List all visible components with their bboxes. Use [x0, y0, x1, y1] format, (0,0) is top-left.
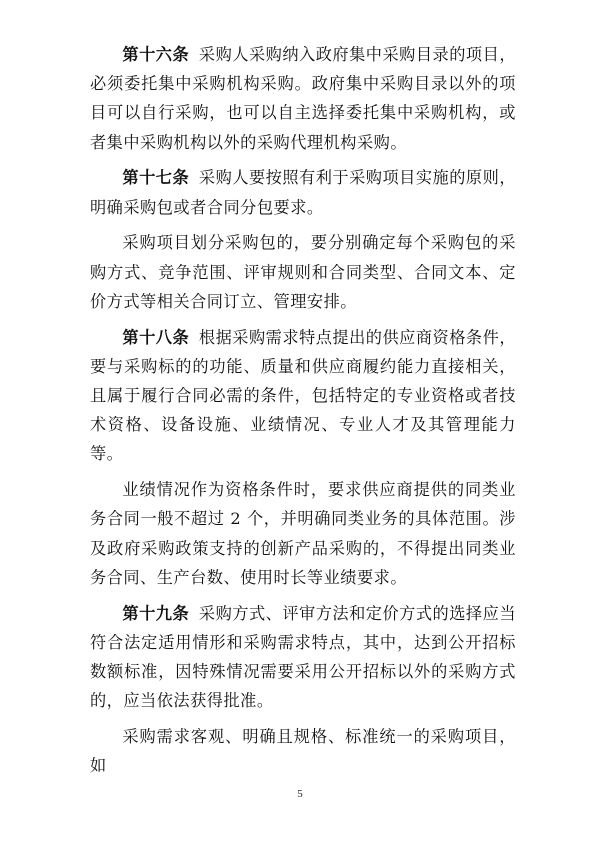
paragraph-text: 采购项目划分采购包的，要分别确定每个采购包的采购方式、竞争范围、评审规则和合同类型、合同文本、定价方式等相关合同订立、管理安排。: [90, 233, 516, 311]
paragraph-text: 业绩情况作为资格条件时，要求供应商提供的同类业务合同一般不超过 2 个，并明确同类业务的具体范围。涉及政府采购政策支持的创新产品采购的，不得提出同类业务合同、生产台数、使用时长等业绩要求。: [90, 480, 516, 587]
article-heading: 第十八条: [122, 327, 190, 347]
paragraph-text: 根据采购需求特点提出的供应商资格条件，要与采购标的的功能、质量和供应商履约能力直接相关，且属于履行合同必需的条件，包括特定的专业资格或者技术资格、设备设施、业绩情况、专业人才及其管理能力等。: [90, 327, 516, 464]
paragraph-article-18: [90, 323, 516, 469]
article-heading: 第十六条: [122, 45, 190, 64]
paragraph-article-19-cont: [90, 722, 516, 780]
paragraph-text: 采购方式、评审方法和定价方式的选择应当符合法定适用情形和采购需求特点，其中，达到公开招标数额标准，因特殊情况需要采用公开招标以外的采购方式的，应当依法获得批准。: [90, 603, 516, 711]
paragraph-text: 采购需求客观、明确且规格、标准统一的采购项目，如: [90, 727, 516, 776]
paragraph-text: 采购人要按照有利于采购项目实施的原则，明确采购包或者合同分包要求。: [90, 168, 516, 217]
article-heading: 第十九条: [122, 603, 190, 623]
paragraph-article-19: [90, 599, 516, 716]
paragraph-article-17-cont: [90, 228, 516, 316]
paragraph-article-16: [90, 40, 516, 157]
paragraph-article-18-cont: [90, 475, 516, 592]
page-number: 5: [297, 788, 303, 800]
paragraph-text: 采购人采购纳入政府集中采购目录的项目，必须委托集中采购机构采购。政府集中采购目录以外的项目可以自行采购，也可以自主选择委托集中采购机构，或者集中采购机构以外的采购代理机构采购。: [90, 45, 516, 152]
article-heading: 第十七条: [122, 168, 190, 188]
document-body: [90, 40, 516, 780]
paragraph-article-17: [90, 163, 516, 221]
